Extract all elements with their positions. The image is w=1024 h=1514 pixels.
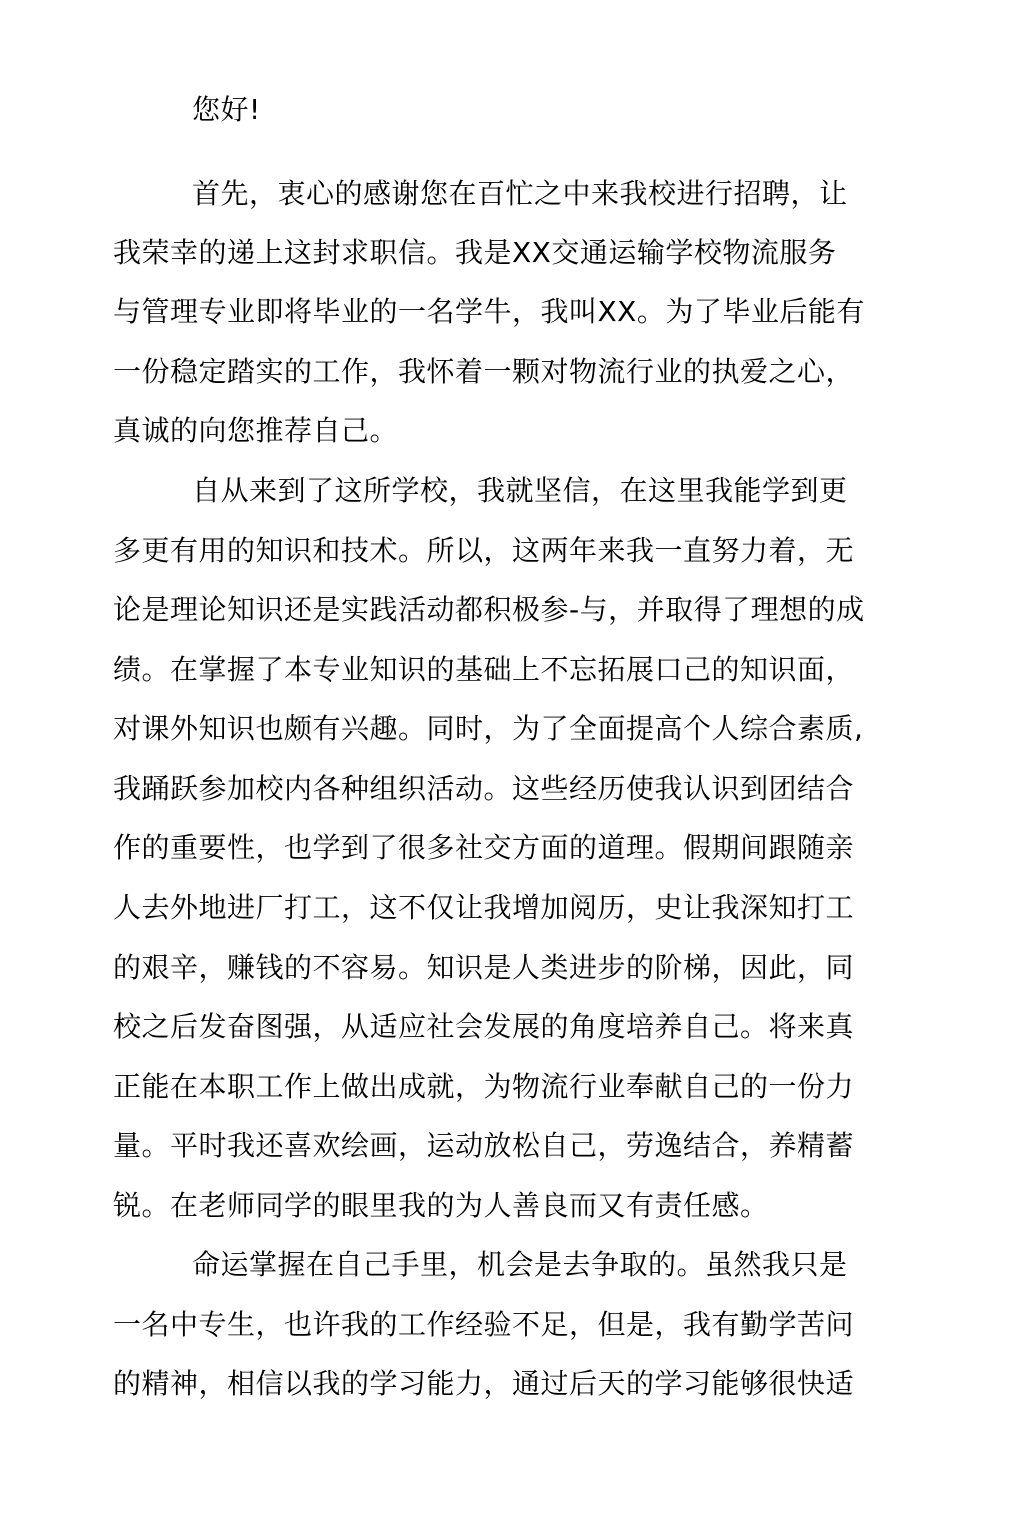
text-line: 校之后发奋图强，从适应社会发展的角度培养自己。将来真 bbox=[113, 1010, 855, 1043]
text-line: 绩。在掌握了本专业知识的基础上不忘拓展口己的知识面， bbox=[113, 653, 855, 686]
text-line: 多更有用的知识和技术。所以，这两年来我一直努力着，无 bbox=[113, 534, 855, 567]
text-line: 论是理论知识还是实践活动都积极参-与，并取得了理想的成 bbox=[113, 593, 865, 626]
text-line: 自从来到了这所学校，我就坚信，在这里我能学到更 bbox=[192, 474, 848, 507]
text-line: 我踊跃参加校内各种组织活动。这些经历使我认识到团结合 bbox=[113, 772, 855, 805]
text-line: 的艰辛，赚钱的不容易。知识是人类进步的阶梯，因此，同 bbox=[113, 951, 855, 984]
text-line: 锐。在老师同学的眼里我的为人善良而又有责任感。 bbox=[113, 1189, 769, 1222]
text-line: 我荣幸的递上这封求职信。我是XX交通运输学校物流服务 bbox=[113, 236, 837, 269]
text-line: 人去外地进厂打工，这不仅让我增加阅历，史让我深知打工 bbox=[113, 891, 855, 924]
text-line: 真诚的向您推荐自己。 bbox=[113, 414, 399, 447]
text-line: 正能在本职工作上做出成就，为物流行业奉献自己的一份力 bbox=[113, 1070, 855, 1103]
text-line: 作的重要性，也学到了很多社交方面的道理。假期间跟随亲 bbox=[113, 831, 855, 864]
text-line: 首先，衷心的感谢您在百忙之中来我校进行招聘，让 bbox=[192, 177, 848, 210]
greeting: 您好! bbox=[192, 93, 261, 126]
text-line: 一名中专生，也许我的工作经验不足，但是，我有勤学苦问 bbox=[113, 1308, 855, 1341]
text-line: 一份稳定踏实的工作，我怀着一颗对物流行业的执爱之心， bbox=[113, 355, 855, 388]
text-line: 量。平时我还喜欢绘画，运动放松自己，劳逸结合，养精蓄 bbox=[113, 1129, 855, 1162]
text-line: 命运掌握在自己手里，机会是去争取的。虽然我只是 bbox=[192, 1248, 848, 1281]
text-line: 的精神，相信以我的学习能力，通过后天的学习能够很快适 bbox=[113, 1367, 855, 1400]
text-line: 与管理专业即将毕业的一名学牛，我叫XX。为了毕业后能有 bbox=[113, 295, 865, 328]
text-line: 对课外知识也颇有兴趣。同时，为了全面提高个人综合素质, bbox=[113, 712, 864, 745]
